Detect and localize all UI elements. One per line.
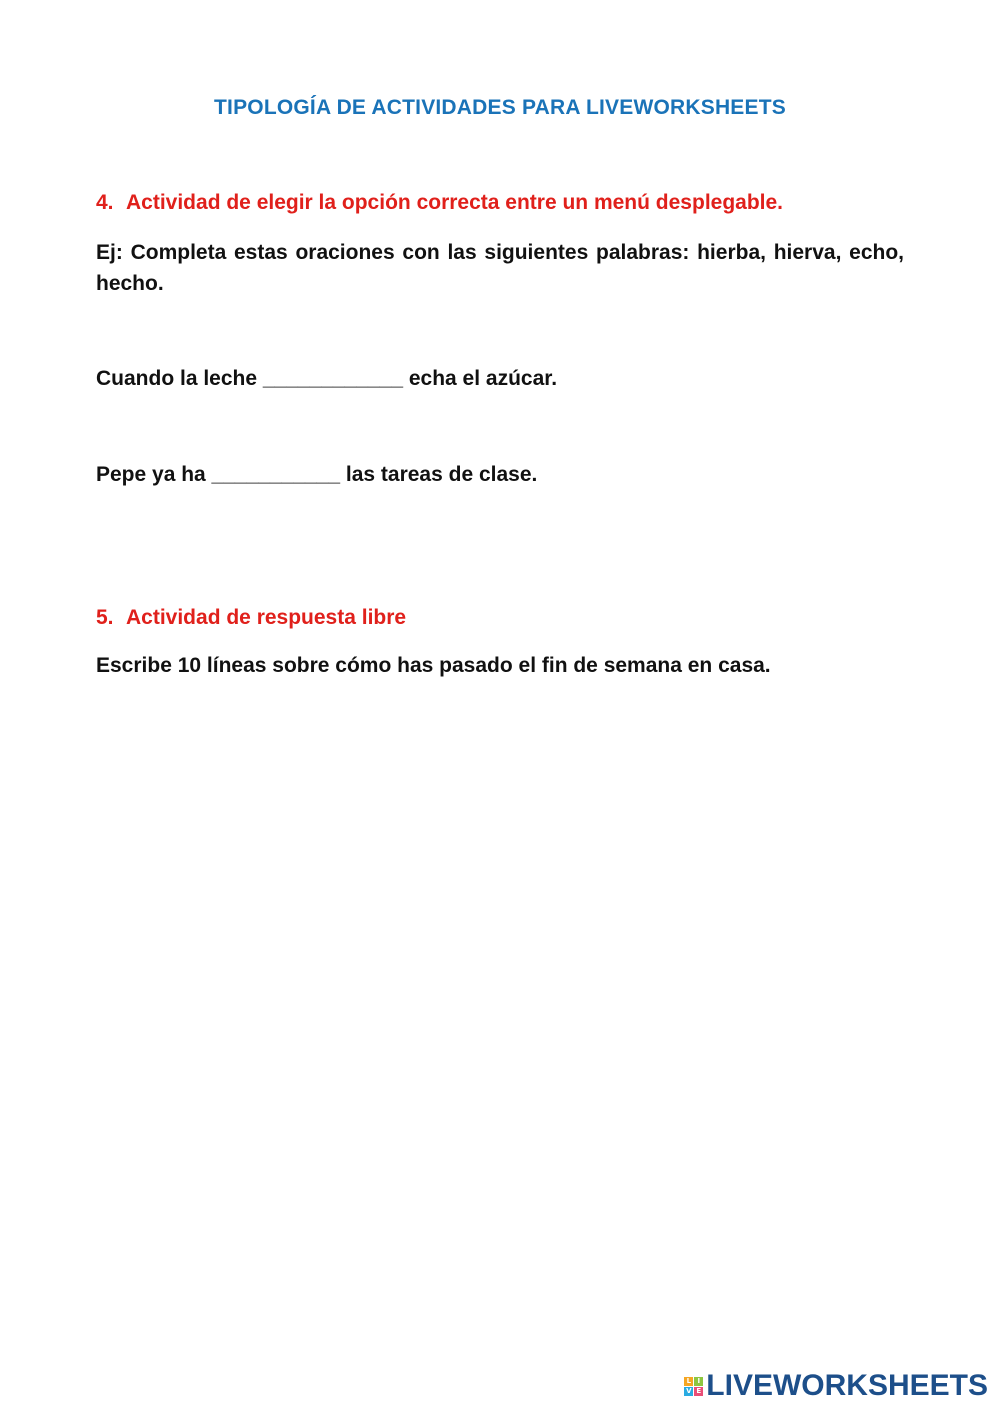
logo-mark-cell: I [694, 1377, 703, 1386]
page-title: TIPOLOGÍA DE ACTIVIDADES PARA LIVEWORKSHEETS [214, 96, 786, 119]
section-4-heading-text: Actividad de elegir la opción correcta entre un menú desplegable. [126, 191, 784, 214]
section-4-heading [96, 191, 783, 215]
footer-logo [684, 1369, 988, 1403]
sentence-1: Cuando la leche ____________ echa el azúcar. [96, 367, 558, 390]
section-5-number: 5. [96, 606, 114, 629]
logo-mark-cell: L [684, 1377, 693, 1386]
sentence-2: Pepe ya ha ___________ las tareas de clase. [96, 463, 538, 486]
section-5-heading [96, 606, 406, 630]
section-5-heading-text: Actividad de respuesta libre [126, 606, 407, 629]
section-5-instruction: Escribe 10 líneas sobre cómo has pasado el fin de semana en casa. [96, 654, 771, 677]
section-4-number: 4. [96, 191, 114, 214]
logo-mark-cell: V [686, 1386, 692, 1395]
section-4-instruction: Ej: Completa estas oraciones con las siguientes palabras: hierba, hierva, echo, hecho. [96, 241, 904, 295]
liveworksheets-logo-icon [684, 1377, 703, 1396]
logo-text: LIVEWORKSHEETS [706, 1369, 988, 1402]
logo-mark-cell: E [694, 1387, 703, 1396]
